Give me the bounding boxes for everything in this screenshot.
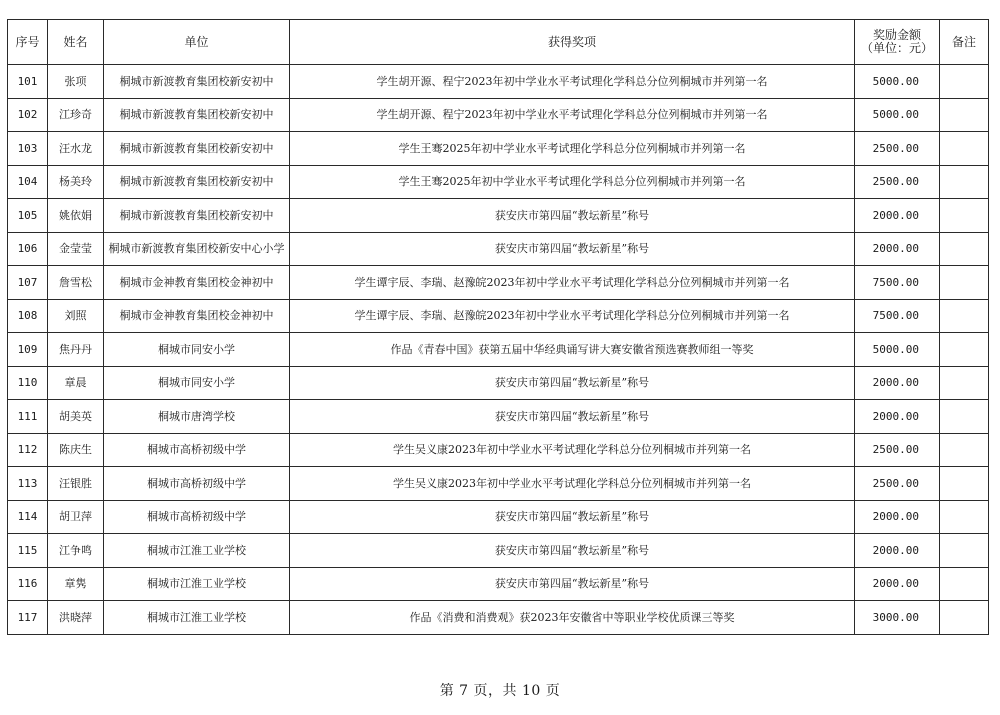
- cell-amount: 2500.00: [855, 165, 940, 199]
- cell-amount: 2000.00: [855, 199, 940, 233]
- cell-note: [940, 199, 989, 233]
- cell-name: 洪晓萍: [48, 601, 104, 635]
- header-row: [8, 20, 989, 65]
- cell-unit: 桐城市新渡教育集团校新安中心小学: [104, 232, 290, 266]
- cell-index: 102: [8, 98, 48, 132]
- cell-index: 116: [8, 567, 48, 601]
- cell-name: 张项: [48, 65, 104, 99]
- cell-amount: 2500.00: [855, 433, 940, 467]
- cell-name: 江珍奇: [48, 98, 104, 132]
- cell-index: 108: [8, 299, 48, 333]
- cell-amount: 2000.00: [855, 534, 940, 568]
- header-unit: 单位: [104, 20, 290, 65]
- cell-note: [940, 500, 989, 534]
- header-amount-line2: （单位：元）: [860, 41, 933, 55]
- cell-note: [940, 433, 989, 467]
- header-award: 获得奖项: [290, 20, 855, 65]
- cell-index: 113: [8, 467, 48, 501]
- cell-award: 学生王骞2025年初中学业水平考试理化学科总分位列桐城市并列第一名: [290, 132, 855, 166]
- cell-unit: 桐城市新渡教育集团校新安初中: [104, 199, 290, 233]
- table-header: [8, 20, 989, 65]
- cell-award: 获安庆市第四届“教坛新星”称号: [290, 232, 855, 266]
- table-row: [8, 400, 989, 434]
- cell-note: [940, 132, 989, 166]
- cell-unit: 桐城市新渡教育集团校新安初中: [104, 165, 290, 199]
- cell-name: 章隽: [48, 567, 104, 601]
- cell-name: 刘照: [48, 299, 104, 333]
- table-row: [8, 199, 989, 233]
- cell-unit: 桐城市同安小学: [104, 333, 290, 367]
- cell-note: [940, 467, 989, 501]
- cell-amount: 7500.00: [855, 266, 940, 300]
- cell-award: 作品《青春中国》获第五届中华经典诵写讲大赛安徽省预选赛教师组一等奖: [290, 333, 855, 367]
- cell-index: 111: [8, 400, 48, 434]
- cell-unit: 桐城市同安小学: [104, 366, 290, 400]
- table-row: [8, 65, 989, 99]
- table-row: [8, 534, 989, 568]
- cell-note: [940, 567, 989, 601]
- cell-index: 114: [8, 500, 48, 534]
- cell-name: 焦丹丹: [48, 333, 104, 367]
- cell-name: 杨美玲: [48, 165, 104, 199]
- cell-note: [940, 534, 989, 568]
- table-body: [8, 65, 989, 635]
- cell-award: 学生谭宇辰、李瑞、赵豫皖2023年初中学业水平考试理化学科总分位列桐城市并列第一名: [290, 266, 855, 300]
- cell-note: [940, 165, 989, 199]
- cell-name: 汪银胜: [48, 467, 104, 501]
- cell-award: 学生谭宇辰、李瑞、赵豫皖2023年初中学业水平考试理化学科总分位列桐城市并列第一名: [290, 299, 855, 333]
- award-table: [7, 19, 989, 635]
- table-row: [8, 500, 989, 534]
- cell-amount: 2500.00: [855, 467, 940, 501]
- cell-name: 胡卫萍: [48, 500, 104, 534]
- cell-name: 胡美英: [48, 400, 104, 434]
- cell-index: 101: [8, 65, 48, 99]
- page-footer: 第 7 页，共 10 页: [439, 683, 561, 699]
- cell-unit: 桐城市江淮工业学校: [104, 567, 290, 601]
- cell-unit: 桐城市金神教育集团校金神初中: [104, 266, 290, 300]
- cell-award: 学生胡开源、程宁2023年初中学业水平考试理化学科总分位列桐城市并列第一名: [290, 98, 855, 132]
- cell-award: 获安庆市第四届“教坛新星”称号: [290, 199, 855, 233]
- table-row: [8, 366, 989, 400]
- cell-index: 104: [8, 165, 48, 199]
- cell-amount: 7500.00: [855, 299, 940, 333]
- header-index: 序号: [8, 20, 48, 65]
- table-row: [8, 601, 989, 635]
- cell-note: [940, 299, 989, 333]
- cell-award: 学生吴义康2023年初中学业水平考试理化学科总分位列桐城市并列第一名: [290, 433, 855, 467]
- cell-name: 汪水龙: [48, 132, 104, 166]
- cell-unit: 桐城市新渡教育集团校新安初中: [104, 98, 290, 132]
- cell-award: 学生王骞2025年初中学业水平考试理化学科总分位列桐城市并列第一名: [290, 165, 855, 199]
- cell-unit: 桐城市高桥初级中学: [104, 500, 290, 534]
- table-row: [8, 333, 989, 367]
- cell-amount: 2000.00: [855, 500, 940, 534]
- cell-note: [940, 601, 989, 635]
- table-row: [8, 232, 989, 266]
- cell-unit: 桐城市新渡教育集团校新安初中: [104, 132, 290, 166]
- cell-amount: 5000.00: [855, 333, 940, 367]
- header-note: 备注: [940, 20, 989, 65]
- cell-amount: 2000.00: [855, 400, 940, 434]
- cell-amount: 3000.00: [855, 601, 940, 635]
- cell-unit: 桐城市江淮工业学校: [104, 534, 290, 568]
- cell-unit: 桐城市新渡教育集团校新安初中: [104, 65, 290, 99]
- cell-amount: 2500.00: [855, 132, 940, 166]
- table-row: [8, 299, 989, 333]
- cell-award: 获安庆市第四届“教坛新星”称号: [290, 400, 855, 434]
- cell-note: [940, 98, 989, 132]
- cell-award: 学生吴义康2023年初中学业水平考试理化学科总分位列桐城市并列第一名: [290, 467, 855, 501]
- cell-unit: 桐城市金神教育集团校金神初中: [104, 299, 290, 333]
- cell-amount: 2000.00: [855, 567, 940, 601]
- cell-index: 115: [8, 534, 48, 568]
- cell-note: [940, 366, 989, 400]
- cell-amount: 2000.00: [855, 232, 940, 266]
- cell-index: 112: [8, 433, 48, 467]
- cell-index: 107: [8, 266, 48, 300]
- cell-name: 姚依娟: [48, 199, 104, 233]
- cell-note: [940, 65, 989, 99]
- header-amount: [855, 20, 940, 65]
- cell-note: [940, 232, 989, 266]
- cell-unit: 桐城市江淮工业学校: [104, 601, 290, 635]
- table-row: [8, 567, 989, 601]
- cell-unit: 桐城市唐湾学校: [104, 400, 290, 434]
- cell-name: 章晨: [48, 366, 104, 400]
- cell-award: 获安庆市第四届“教坛新星”称号: [290, 567, 855, 601]
- award-table-sheet: [7, 19, 988, 635]
- cell-index: 105: [8, 199, 48, 233]
- cell-name: 金莹莹: [48, 232, 104, 266]
- cell-award: 获安庆市第四届“教坛新星”称号: [290, 534, 855, 568]
- cell-amount: 5000.00: [855, 98, 940, 132]
- table-row: [8, 132, 989, 166]
- table-row: [8, 433, 989, 467]
- cell-note: [940, 333, 989, 367]
- cell-note: [940, 266, 989, 300]
- cell-index: 117: [8, 601, 48, 635]
- cell-name: 陈庆生: [48, 433, 104, 467]
- cell-index: 109: [8, 333, 48, 367]
- cell-index: 103: [8, 132, 48, 166]
- table-row: [8, 98, 989, 132]
- cell-index: 106: [8, 232, 48, 266]
- table-row: [8, 467, 989, 501]
- header-amount-line1: 奖励金额: [872, 28, 921, 42]
- table-row: [8, 165, 989, 199]
- cell-award: 获安庆市第四届“教坛新星”称号: [290, 500, 855, 534]
- cell-unit: 桐城市高桥初级中学: [104, 467, 290, 501]
- cell-award: 学生胡开源、程宁2023年初中学业水平考试理化学科总分位列桐城市并列第一名: [290, 65, 855, 99]
- cell-amount: 5000.00: [855, 65, 940, 99]
- cell-award: 作品《消费和消费观》获2023年安徽省中等职业学校优质课三等奖: [290, 601, 855, 635]
- header-name: 姓名: [48, 20, 104, 65]
- cell-index: 110: [8, 366, 48, 400]
- cell-unit: 桐城市高桥初级中学: [104, 433, 290, 467]
- cell-amount: 2000.00: [855, 366, 940, 400]
- table-row: [8, 266, 989, 300]
- cell-name: 詹雪松: [48, 266, 104, 300]
- cell-note: [940, 400, 989, 434]
- cell-award: 获安庆市第四届“教坛新星”称号: [290, 366, 855, 400]
- cell-name: 江争鸣: [48, 534, 104, 568]
